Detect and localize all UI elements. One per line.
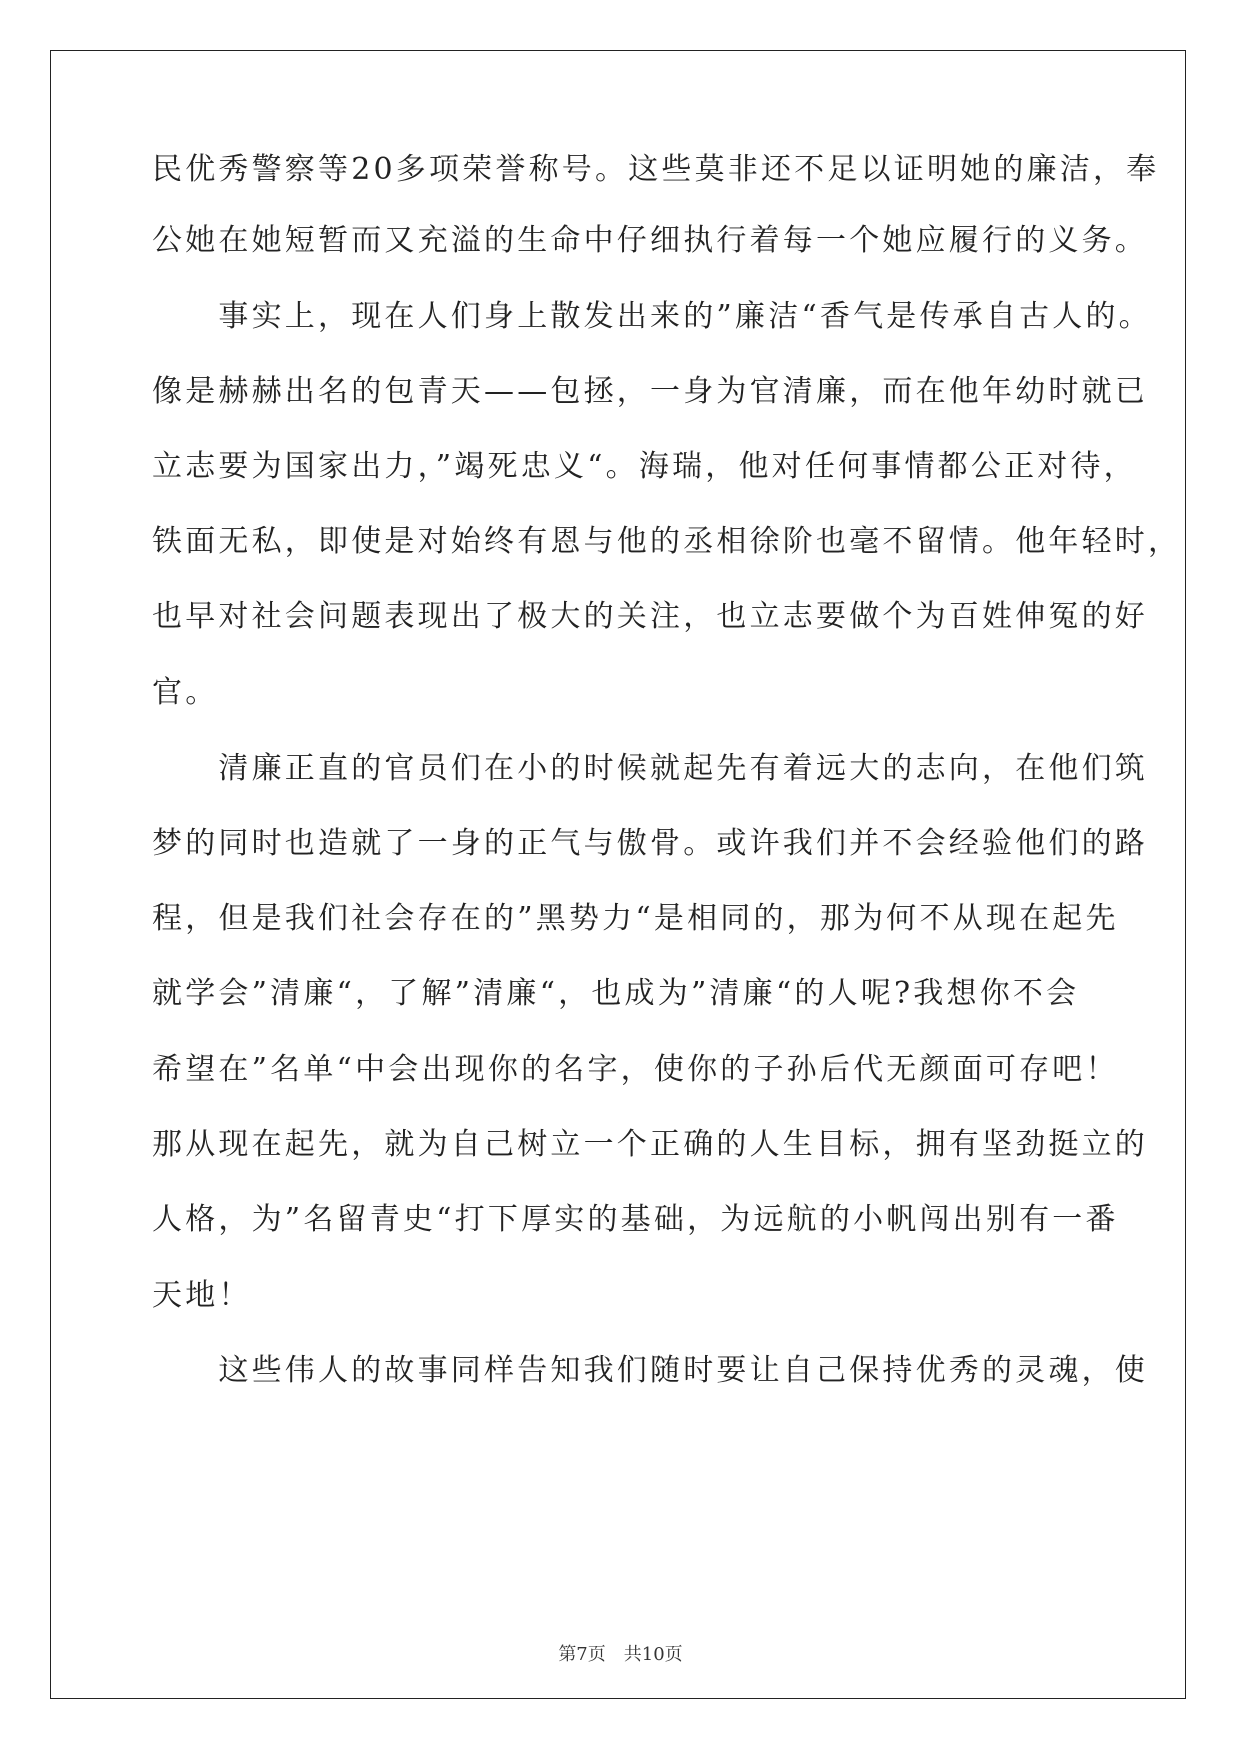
- text-line: 也早对社会问题表现出了极大的关注，也立志要做个为百姓伸冤的好: [152, 599, 1148, 634]
- text-line: 天地！: [152, 1278, 252, 1313]
- text-line: 公她在她短暂而又充溢的生命中仔细执行着每一个她应履行的义务。: [152, 223, 1148, 258]
- text-line: 希望在”名单“中会出现你的名字，使你的子孙后代无颜面可存吧！: [152, 1052, 1119, 1087]
- text-line: 就学会”清廉“，了解”清廉“，也成为”清廉“的人呢?我想你不会: [152, 976, 1080, 1011]
- text-line: 官。: [152, 675, 219, 710]
- text-line: 人格，为”名留青史“打下厚实的基础，为远航的小帆闯出别有一番: [152, 1202, 1119, 1237]
- text-line: 清廉正直的官员们在小的时候就起先有着远大的志向，在他们筑: [152, 751, 1148, 786]
- page-number-label: 第7页 共10页: [558, 1644, 683, 1665]
- text-line: 像是赫赫出名的包青天——包拯，一身为官清廉，而在他年幼时就已: [152, 374, 1148, 409]
- page-footer: [0, 1643, 1241, 1667]
- text-line: 立志要为国家出力，”竭死忠义“。海瑞，他对任何事情都公正对待，: [152, 449, 1137, 484]
- text-line: 民优秀警察等20多项荣誉称号。这些莫非还不足以证明她的廉洁，奉: [152, 152, 1160, 187]
- text-line: 梦的同时也造就了一身的正气与傲骨。或许我们并不会经验他们的路: [152, 826, 1148, 861]
- text-line: 程，但是我们社会存在的”黑势力“是相同的，那为何不从现在起先: [152, 901, 1119, 936]
- text-line: 这些伟人的故事同样告知我们随时要让自己保持优秀的灵魂，使: [152, 1353, 1148, 1388]
- text-line: 那从现在起先，就为自己树立一个正确的人生目标，拥有坚劲挺立的: [152, 1127, 1148, 1162]
- text-line: 铁面无私，即使是对始终有恩与他的丞相徐阶也毫不留情。他年轻时，: [152, 524, 1182, 559]
- text-line: 事实上，现在人们身上散发出来的”廉洁“香气是传承自古人的。: [152, 299, 1152, 334]
